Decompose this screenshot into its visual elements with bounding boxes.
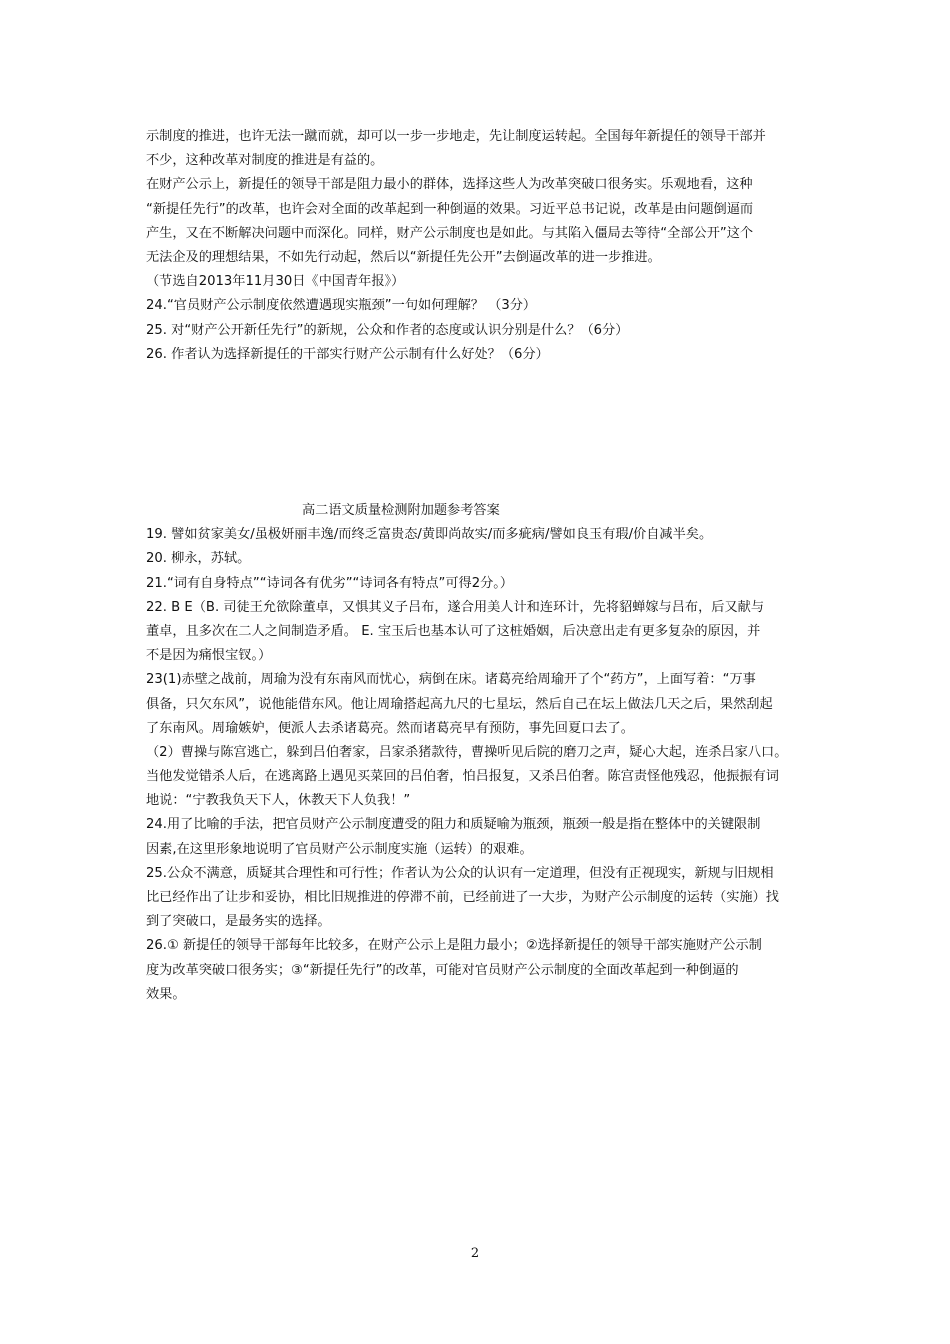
answer-line: 效果。 [146,986,186,1002]
answer-line: 23(1)赤壁之战前，周瑜为没有东南风而忧心，病倒在床。诸葛亮给周瑜开了个“药方”，上面写着：“万事 [146,672,756,688]
answer-line: 因素,在这里形象地说明了官员财产公示制度实施（运转）的艰难。 [146,841,533,857]
question-25: 25. 对“财产公开新任先行”的新规，公众和作者的态度或认识分别是什么？（6分） [146,322,629,338]
article-line: 示制度的推进，也许无法一蹴而就，却可以一步一步地走，先让制度运转起。全国每年新提任的领导干部并 [146,129,766,144]
answer-line: 度为改革突破口很务实；③“新提任先行”的改革，可能对官员财产公示制度的全面改革起到一种倒逼的 [146,962,739,978]
answer-line: 董卓，且多次在二人之间制造矛盾。 E. 宝玉后也基本认可了这桩婚姻，后决意出走有更多复杂的原因，并 [146,623,761,639]
article-line: 在财产公示上，新提任的领导干部是阻力最小的群体，选择这些人为改革突破口很务实。乐观地看，这种 [146,177,753,193]
answer-line: 到了突破口，是最务实的选择。 [146,914,331,930]
answer-line: 比已经作出了让步和妥协，相比旧规推进的停滞不前，已经前进了一大步，为财产公示制度的运转（实施）找 [146,890,779,905]
answers-title: 高二语文质量检测附加题参考答案 [302,503,500,518]
article-line: 不少，这种改革对制度的推进是有益的。 [146,153,384,169]
page-number: 2 [470,1246,480,1261]
answer-line: 26.① 新提任的领导干部每年比较多，在财产公示上是阻力最小；②选择新提任的领导干部实施财产公示制 [146,938,762,954]
article-source: （节选自2013年11月30日《中国青年报》） [146,274,405,290]
answer-line: 21.“词有自身特点”“诗词各有优劣”“诗词各有特点”可得2分。） [146,575,514,591]
answer-line: 20. 柳永，苏轼。 [146,551,251,567]
article-line: “新提任先行”的改革，也许会对全面的改革起到一种倒逼的效果。习近平总书记说，改革是由问题倒逼而 [146,201,754,217]
question-26: 26. 作者认为选择新提任的干部实行财产公示制有什么好处？（6分） [146,346,549,362]
answer-line: 22. B E（B. 司徒王允欲除董卓，又惧其义子吕布，遂合用美人计和连环计，先将貂蝉嫁与吕布，后又献与 [146,599,765,615]
article-line: 产生，又在不断解决问题中而深化。同样，财产公示制度也是如此。与其陷入僵局去等待“全部公开”这个 [146,225,754,241]
answer-line: 24.用了比喻的手法，把官员财产公示制度遭受的阻力和质疑喻为瓶颈，瓶颈一般是指在整体中的关键限制 [146,817,761,833]
article-line: 无法企及的理想结果，不如先行动起，然后以“新提任先公开”去倒逼改革的进一步推进。 [146,249,661,265]
answer-line: （2）曹操与陈宫逃亡，躲到吕伯奢家，吕家杀猪款待，曹操听见后院的磨刀之声，疑心大起，连杀吕家八口。 [146,744,788,760]
article-section [146,125,811,367]
question-24: 24.“官员财产公示制度依然遭遇现实瓶颈”一句如何理解？ （3分） [146,298,537,314]
answer-line: 俱备，只欠东风”，说他能借东风。他让周瑜搭起高九尺的七星坛，然后自己在坛上做法几天之后，果然刮起 [146,696,773,712]
answer-line: 25.公众不满意，质疑其合理性和可行性；作者认为公众的认识有一定道理，但没有正视现实，新规与旧规相 [146,865,774,881]
answer-line: 当他发觉错杀人后，在逃离路上遇见买菜回的吕伯奢，怕吕报复，又杀吕伯奢。陈宫责怪他残忍，他振振有词 [146,769,779,785]
answer-line: 不是因为痛恨宝钗。） [146,648,272,664]
answer-line: 19. 譬如贫家美女/虽极妍丽丰逸/而终乏富贵态/黄即尚故实/而多疵病/譬如良玉有瑕/价自减半矣。 [146,527,713,543]
answer-line: 地说：“宁教我负天下人，休教天下人负我！” [146,793,411,809]
answer-line: 了东南风。周瑜嫉妒，便派人去杀诸葛亮。然而诸葛亮早有预防，事先回夏口去了。 [146,720,634,736]
answers-section [146,499,811,1007]
